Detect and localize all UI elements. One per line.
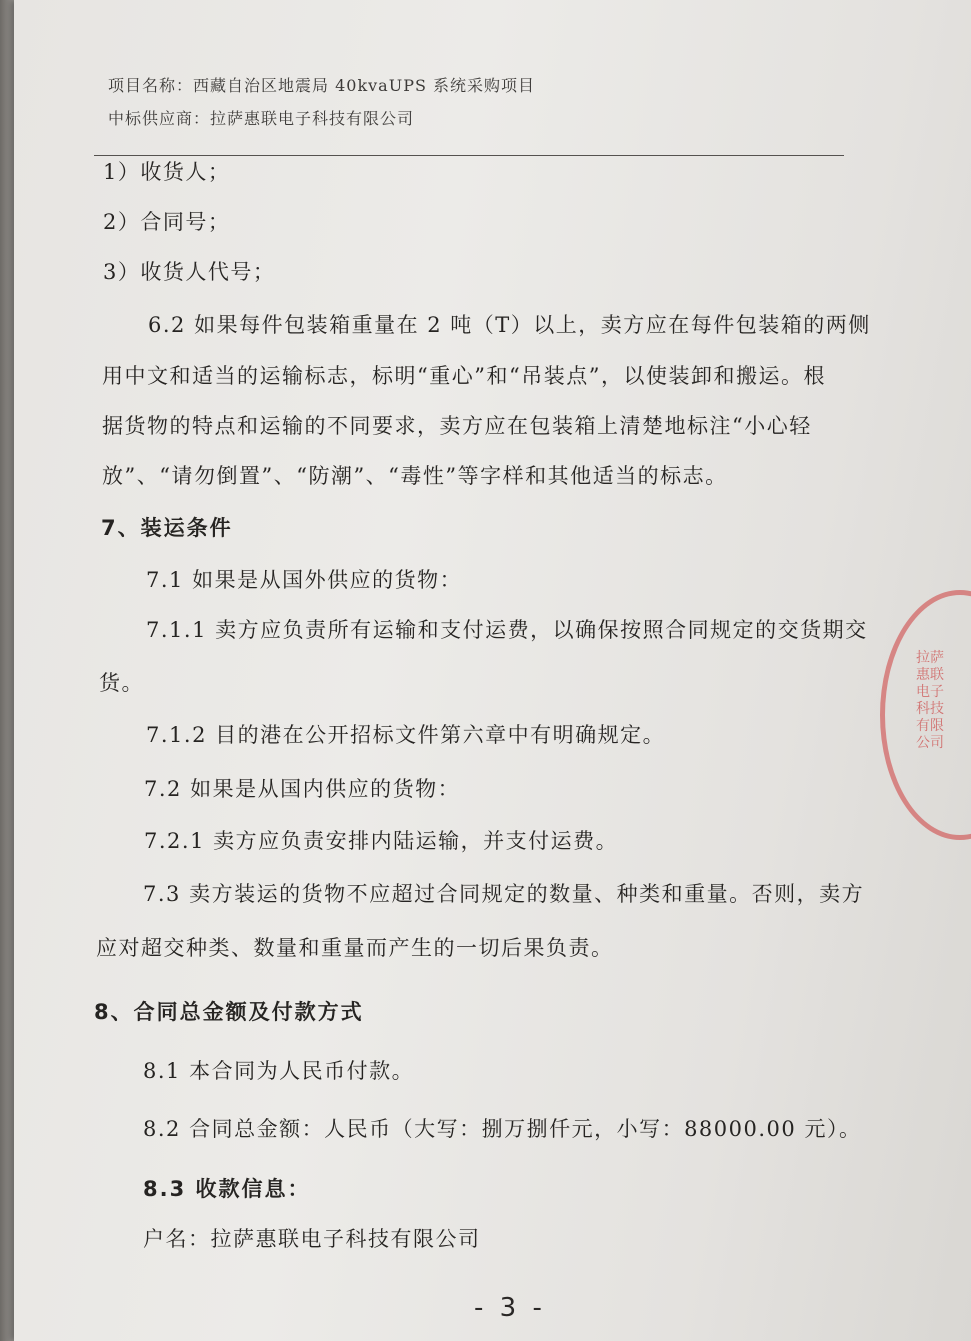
- clause-7-2-1: 7.2.1 卖方应负责安排内陆运输，并支付运费。: [144, 829, 619, 853]
- section-8-heading: 8、合同总金额及付款方式: [94, 1000, 364, 1024]
- page-header: [108, 74, 848, 140]
- account-name: 户名：拉萨惠联电子科技有限公司: [143, 1227, 481, 1251]
- clause-8-3: 8.3 收款信息：: [143, 1177, 311, 1201]
- clause-7-2: 7.2 如果是从国内供应的货物：: [144, 777, 461, 801]
- clause-7-1: 7.1 如果是从国外供应的货物：: [146, 568, 463, 592]
- supplier-name: 中标供应商：拉萨惠联电子科技有限公司: [108, 109, 415, 128]
- project-name: 项目名称：西藏自治区地震局 40kvaUPS 系统采购项目: [108, 76, 536, 95]
- clause-7-3-line1: 7.3 卖方装运的货物不应超过合同规定的数量、种类和重量。否则，卖方: [143, 882, 865, 906]
- clause-8-1: 8.1 本合同为人民币付款。: [143, 1059, 415, 1083]
- company-seal-text: 拉萨惠联电子科技有限公司: [916, 650, 944, 751]
- clause-6-2-line2: 用中文和适当的运输标志，标明“重心”和“吊装点”，以使装卸和搬运。根: [102, 364, 826, 388]
- clause-7-3-line2: 应对超交种类、数量和重量而产生的一切后果负责。: [96, 936, 614, 960]
- item-consignee: 1）收货人；: [103, 160, 231, 184]
- clause-6-2-line4: 放”、“请勿倒置”、“防潮”、“毒性”等字样和其他适当的标志。: [102, 464, 728, 488]
- section-7-heading: 7、装运条件: [101, 516, 233, 540]
- clause-6-2-line1: 6.2 如果每件包装箱重量在 2 吨（T）以上，卖方应在每件包装箱的两侧: [148, 313, 871, 337]
- clause-6-2-line3: 据货物的特点和运输的不同要求，卖方应在包装箱上清楚地标注“小心轻: [102, 414, 812, 438]
- clause-7-1-1-line1: 7.1.1 卖方应负责所有运输和支付运费，以确保按照合同规定的交货期交: [146, 618, 868, 642]
- item-contract-number: 2）合同号；: [103, 210, 231, 234]
- clause-7-1-2: 7.1.2 目的港在公开招标文件第六章中有明确规定。: [146, 723, 666, 747]
- clause-7-1-1-line2: 货。: [99, 671, 144, 695]
- page-left-edge: [0, 0, 14, 1341]
- item-consignee-code: 3）收货人代号；: [103, 260, 276, 284]
- page-number: - 3 -: [474, 1293, 546, 1323]
- clause-8-2: 8.2 合同总金额：人民币（大写：捌万捌仟元，小写：88000.00 元）。: [143, 1117, 862, 1141]
